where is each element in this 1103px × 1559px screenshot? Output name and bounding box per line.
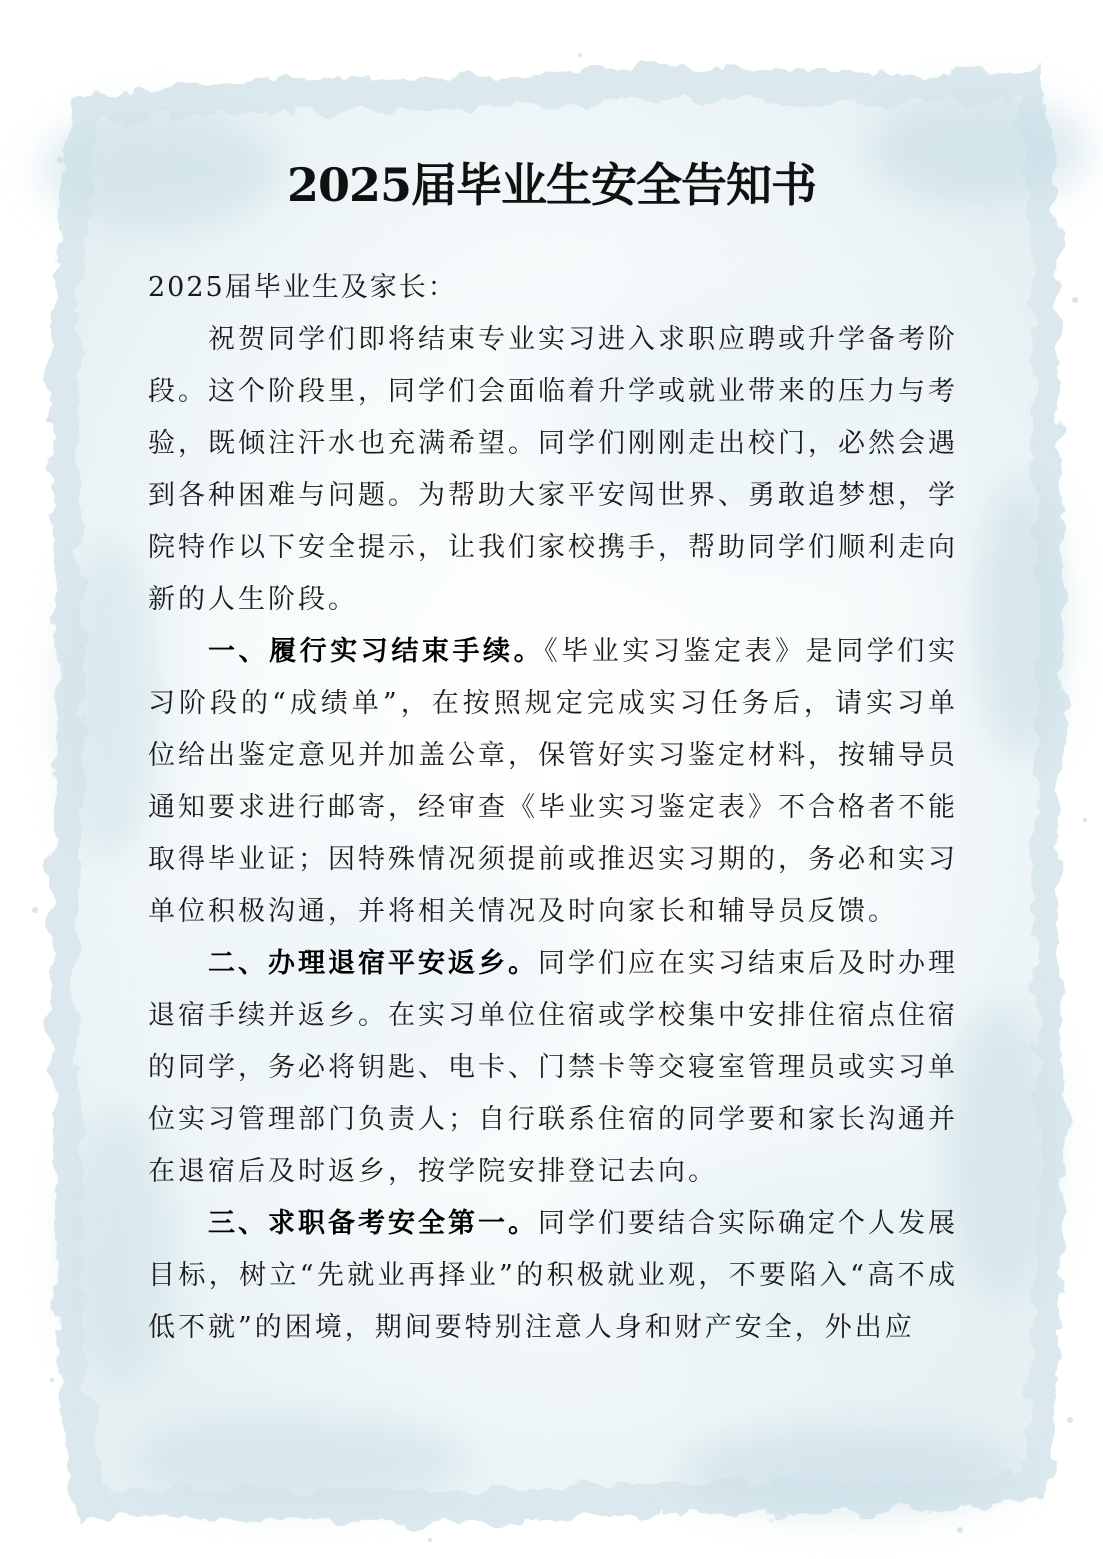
section-3-paragraph: [148, 1198, 958, 1354]
section-2-heading: 二、办理退宿平安返乡。: [208, 948, 538, 979]
document-body: [148, 262, 958, 1354]
section-2-paragraph: [148, 938, 958, 1198]
salutation: 2025届毕业生及家长：: [148, 272, 457, 303]
section-1-text: 《毕业实习鉴定表》是同学们实习阶段的“成绩单”，在按照规定完成实习任务后，请实习单位给出鉴定意见并加盖公章，保管好实习鉴定材料，按辅导员通知要求进行邮寄，经审查《毕业实习鉴定表》不合格者不能取得毕业证；因特殊情况须提前或推迟实习期的，务必和实习单位积极沟通，并将相关情况及时向家长和辅导员反馈。: [148, 636, 958, 927]
document-title: 2025届毕业生安全告知书: [286, 158, 817, 212]
intro-paragraph: 祝贺同学们即将结束专业实习进入求职应聘或升学备考阶段。这个阶段里，同学们会面临着升学或就业带来的压力与考验，既倾注汗水也充满希望。同学们刚刚走出校门，必然会遇到各种困难与问题。为帮助大家平安闯世界、勇敢追梦想，学院特作以下安全提示，让我们家校携手，帮助同学们顺利走向新的人生阶段。: [148, 324, 958, 615]
section-3-heading: 三、求职备考安全第一。: [208, 1208, 538, 1239]
section-1-heading: 一、履行实习结束手续。: [208, 636, 545, 667]
section-3-text: 同学们要结合实际确定个人发展目标，树立“先就业再择业”的积极就业观，不要陷入“高不成低不就”的困境，期间要特别注意人身和财产安全，外出应: [148, 1208, 958, 1343]
section-1-paragraph: [148, 626, 958, 938]
section-2-text: 同学们应在实习结束后及时办理退宿手续并返乡。在实习单位住宿或学校集中安排住宿点住宿的同学，务必将钥匙、电卡、门禁卡等交寝室管理员或实习单位实习管理部门负责人；自行联系住宿的同学要和家长沟通并在退宿后及时返乡，按学院安排登记去向。: [148, 948, 958, 1187]
